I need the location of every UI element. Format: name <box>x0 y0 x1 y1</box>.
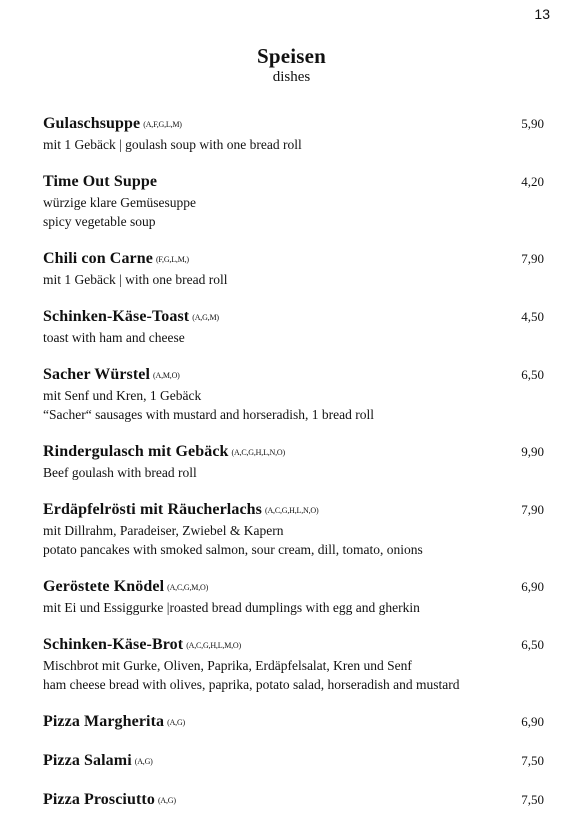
page-number: 13 <box>534 6 550 22</box>
menu-item <box>43 306 545 347</box>
menu-item-allergens: (A,C,G,M,O) <box>167 583 209 592</box>
menu-item-allergens: (A,C,G,H,L,M,O) <box>186 641 241 650</box>
menu-item-name: Time Out Suppe <box>43 173 158 190</box>
menu-item-description: mit Dillrahm, Paradeiser, Zwiebel & Kapern <box>43 523 284 538</box>
menu-item-name-line <box>43 636 241 653</box>
menu-item-description: “Sacher“ sausages with mustard and horseradish, 1 bread roll <box>43 407 375 422</box>
menu-item-allergens: (A,M,O) <box>153 371 180 380</box>
menu-item-description: ham cheese bread with olives, paprika, potato salad, horseradish and mustard <box>43 677 460 692</box>
menu-item-description: Beef goulash with bread roll <box>43 465 197 480</box>
menu-item-allergens: (A,G) <box>134 757 153 766</box>
menu-item-name-line <box>43 443 285 460</box>
menu-item-description: mit 1 Gebäck | with one bread roll <box>43 272 228 287</box>
menu-item-header <box>43 576 545 598</box>
menu-item-price: 7,50 <box>521 792 544 807</box>
menu-header <box>0 44 583 86</box>
page-subtitle: dishes <box>272 69 311 85</box>
menu-item-header <box>43 306 545 328</box>
menu-item <box>43 441 545 482</box>
menu-item-name: Geröstete Knödel <box>43 578 165 595</box>
menu-item-description: mit Senf und Kren, 1 Gebäck <box>43 388 202 403</box>
menu-item <box>43 576 545 617</box>
menu-item-name-line <box>43 501 318 518</box>
menu-item-name: Pizza Salami <box>43 752 132 769</box>
menu-item-header <box>43 113 545 135</box>
menu-item <box>43 171 545 231</box>
menu-item-header <box>43 634 545 656</box>
page-title: Speisen <box>256 44 327 68</box>
menu-item <box>43 248 545 289</box>
menu-item-allergens: (A,C,G,H,L,N,O) <box>264 506 319 515</box>
menu-item <box>43 499 545 559</box>
menu-item-price: 6,50 <box>521 637 544 652</box>
menu-item-name-line <box>43 308 219 325</box>
menu-item-name: Schinken-Käse-Toast <box>43 308 190 325</box>
menu-item <box>43 634 545 694</box>
menu-item-description: würzige klare Gemüsesuppe <box>43 195 196 210</box>
menu-item-allergens: (A,F,G,L,M) <box>143 120 182 129</box>
menu-item-description: toast with ham and cheese <box>43 330 185 345</box>
menu-item <box>43 364 545 424</box>
menu-item <box>43 711 545 733</box>
menu-item-name-line <box>43 578 208 595</box>
menu-item-allergens: (A,G) <box>157 796 176 805</box>
menu-item-name: Gulaschsuppe <box>43 115 141 132</box>
menu-item-name-line <box>43 115 182 132</box>
menu-item-name: Schinken-Käse-Brot <box>43 636 184 653</box>
menu-item-allergens: (A,G,M) <box>192 313 219 322</box>
menu-item <box>43 789 545 811</box>
menu-item-description: mit 1 Gebäck | goulash soup with one bread roll <box>43 137 302 152</box>
menu-item-price: 6,90 <box>521 579 544 594</box>
menu-item-allergens: (A,C,G,H,L,N,O) <box>231 448 285 457</box>
menu-item-price: 7,90 <box>521 251 544 266</box>
menu-item-name: Erdäpfelrösti mit Räucherlachs <box>43 501 262 518</box>
menu-item-description: potato pancakes with smoked salmon, sour cream, dill, tomato, onions <box>43 542 423 557</box>
menu-item-header <box>43 711 545 733</box>
menu-item-header <box>43 789 545 811</box>
menu-item-price: 9,90 <box>521 444 544 459</box>
menu-item-price: 4,20 <box>521 174 544 189</box>
menu-item-name-line <box>43 752 153 769</box>
menu-item-name: Rindergulasch mit Gebäck <box>43 443 229 460</box>
menu-item-price: 6,50 <box>521 367 544 382</box>
menu-item-name-line <box>43 250 189 267</box>
menu-item-header <box>43 499 545 521</box>
menu-item-header <box>43 750 545 772</box>
menu-item-name-line <box>43 713 185 730</box>
menu-item-allergens: (F,G,L,M,) <box>155 255 189 264</box>
menu-item-name: Chili con Carne <box>43 250 153 267</box>
menu-item-header <box>43 171 545 193</box>
menu-item-price: 5,90 <box>521 116 544 131</box>
menu-item-header <box>43 248 545 270</box>
menu-item-allergens: (A,G) <box>167 718 185 727</box>
menu-item-description: spicy vegetable soup <box>43 214 156 229</box>
menu-item-description: mit Ei und Essiggurke |roasted bread dumplings with egg and gherkin <box>43 600 420 615</box>
menu-item-name: Pizza Prosciutto <box>43 791 155 808</box>
menu-item-price: 4,50 <box>521 309 544 324</box>
menu-item-name-line <box>43 366 180 383</box>
menu-item-price: 7,90 <box>521 502 544 517</box>
menu-item-price: 7,50 <box>521 753 544 768</box>
menu-item <box>43 750 545 772</box>
menu-item-header <box>43 364 545 386</box>
menu-item-price: 6,90 <box>521 714 544 729</box>
menu-list <box>43 113 545 828</box>
menu-item-name: Pizza Margherita <box>43 713 165 730</box>
menu-item-description: Mischbrot mit Gurke, Oliven, Paprika, Erdäpfelsalat, Kren und Senf <box>43 658 412 673</box>
menu-item <box>43 113 545 154</box>
menu-item-name: Sacher Würstel <box>43 366 151 383</box>
menu-item-name-line <box>43 173 157 190</box>
menu-item-name-line <box>43 791 176 808</box>
menu-item-header <box>43 441 545 463</box>
